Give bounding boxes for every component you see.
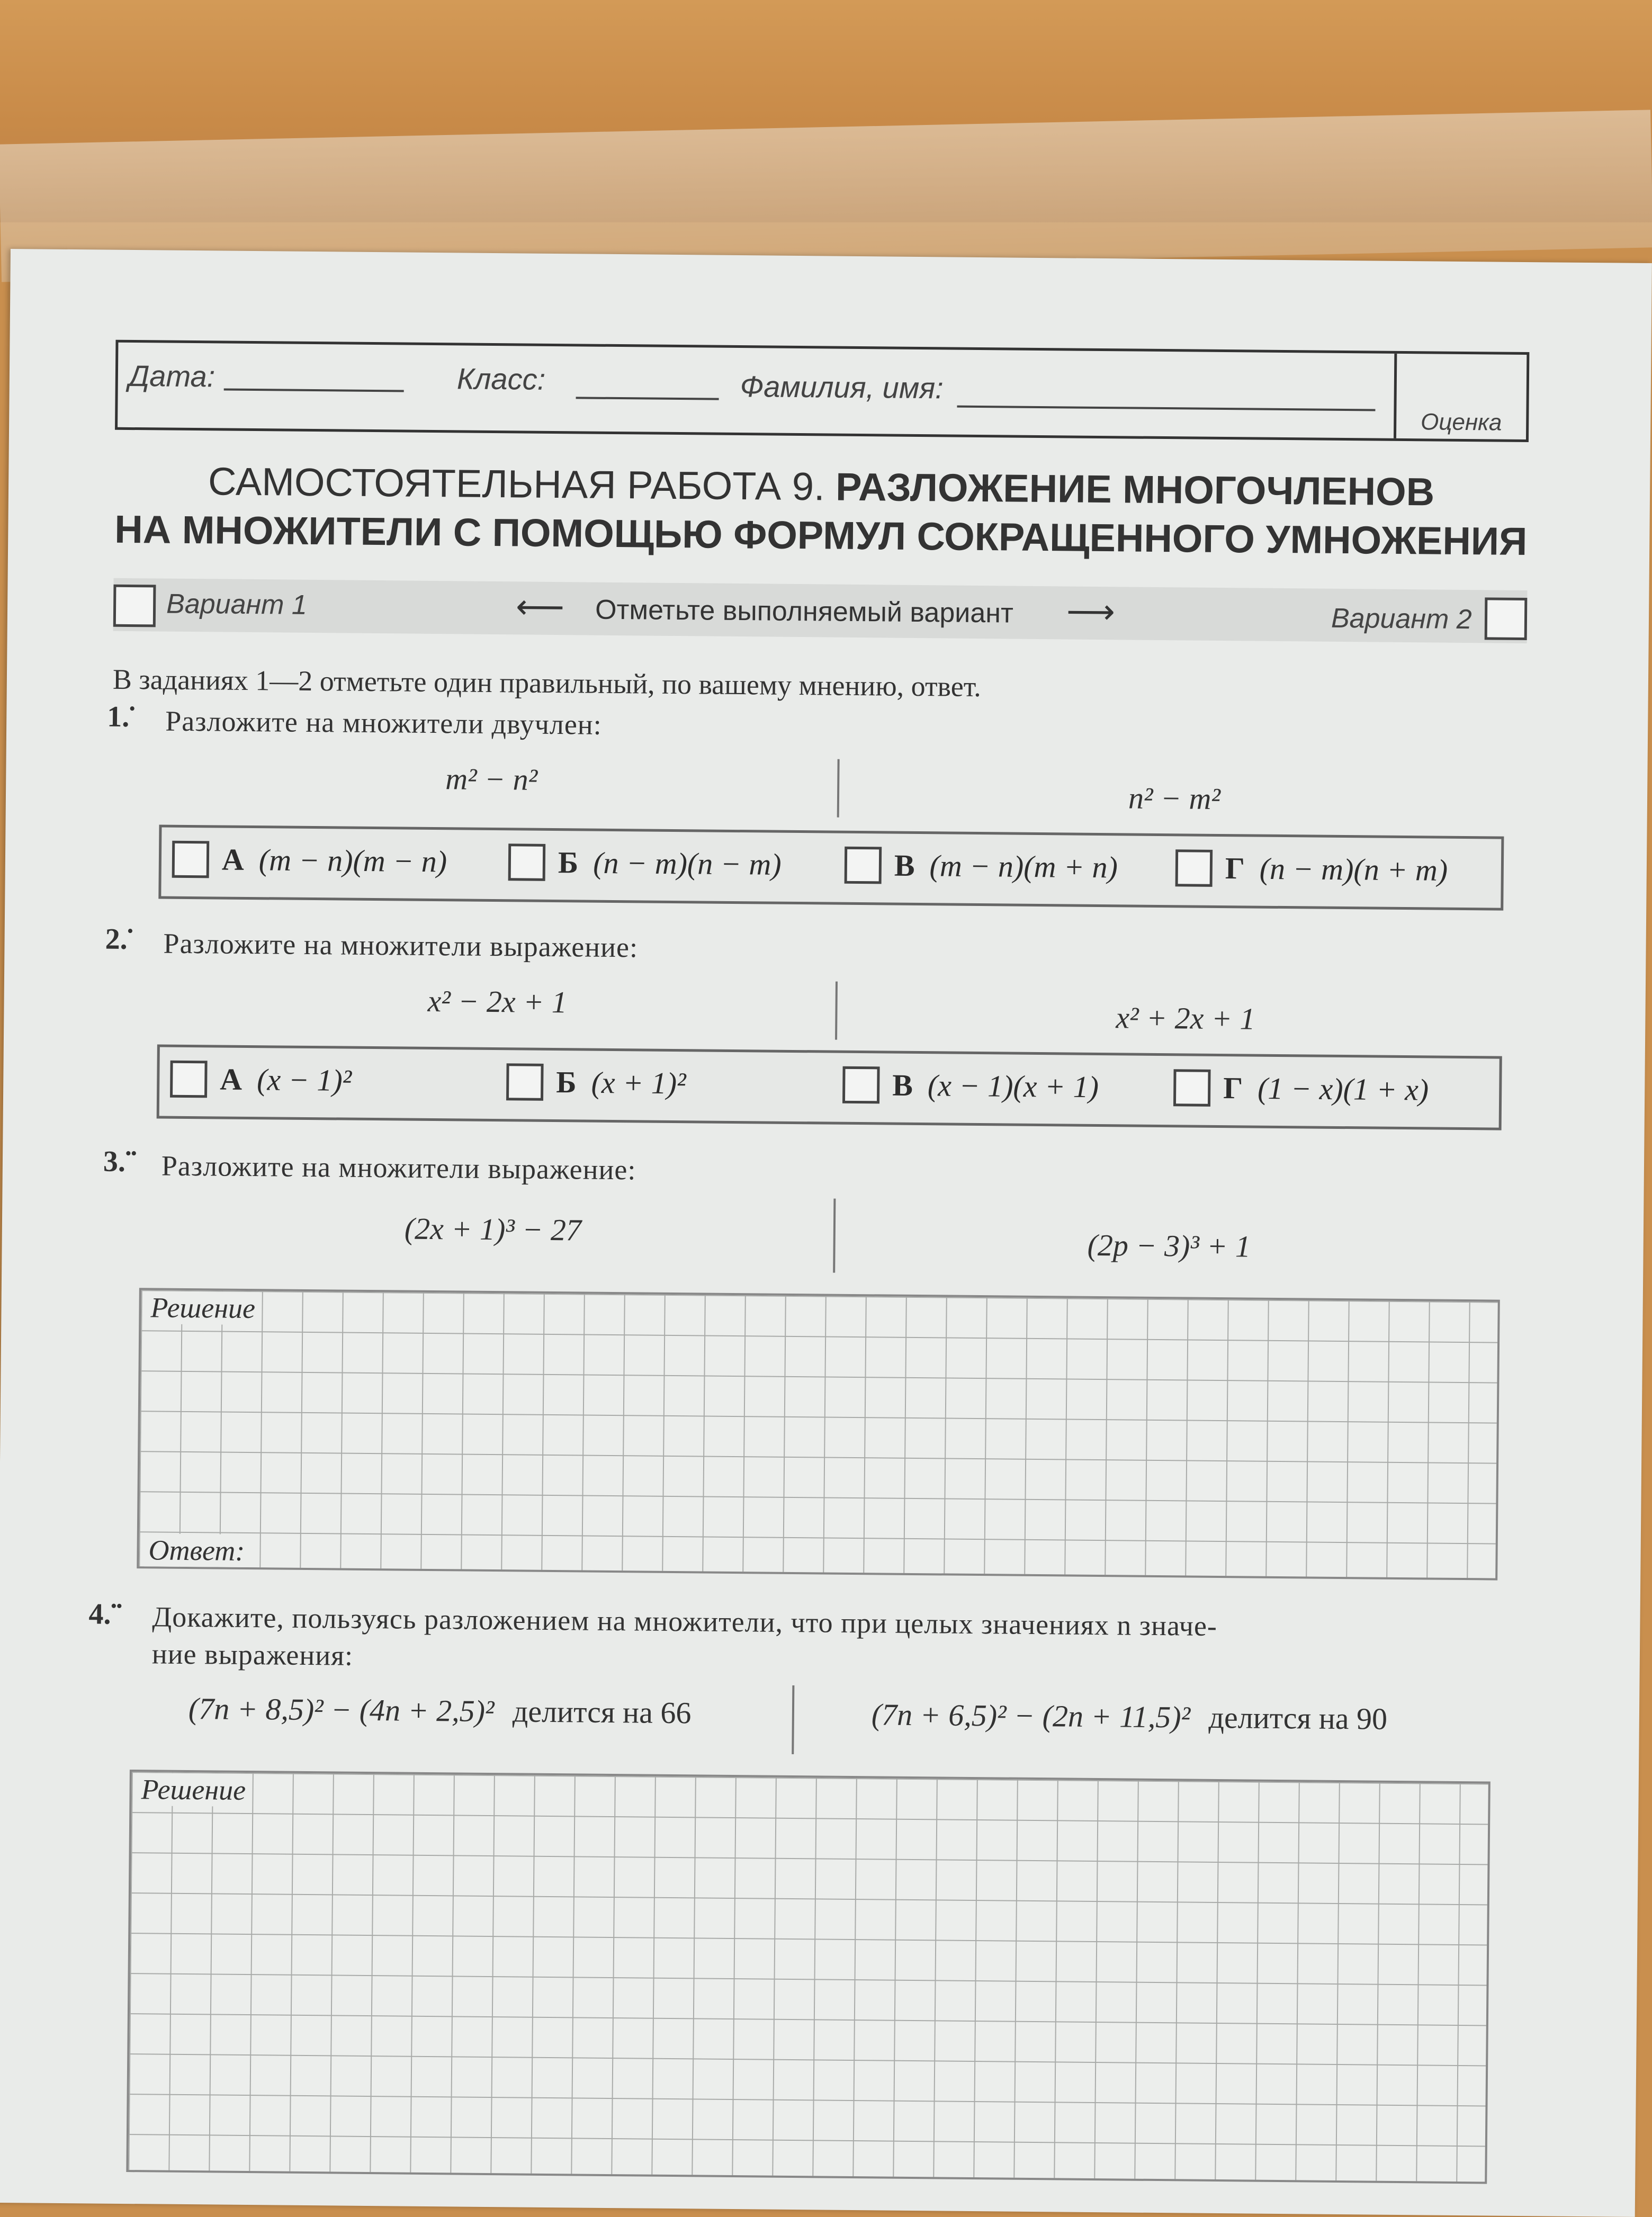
variant2-checkbox[interactable] <box>1485 597 1528 640</box>
task2-number: 2.• <box>105 922 133 956</box>
task1-option-v[interactable]: В (m − n)(m + n) <box>845 844 1118 886</box>
task1-text: Разложите на множители двучлен: <box>165 705 602 741</box>
grade-label: Оценка <box>1420 409 1502 436</box>
task1-option-g[interactable]: Г (n − m)(n + m) <box>1175 847 1448 888</box>
task1-expr-variant2: n² − m² <box>1128 780 1221 816</box>
task4-variant2 <box>872 1697 1388 1736</box>
task4-text-line2: ние выражения: <box>151 1638 354 1672</box>
task3-answer-label: Ответ: <box>144 1533 249 1567</box>
header-box <box>115 340 1529 442</box>
task3-solution-grid[interactable] <box>137 1288 1500 1580</box>
task2-expr-variant2: x² + 2x + 1 <box>1116 1000 1255 1036</box>
task2-options-box <box>157 1044 1502 1130</box>
task1-option-a[interactable]: А (m − n)(m − n) <box>172 838 447 880</box>
option-checkbox[interactable] <box>170 1060 208 1098</box>
class-field[interactable] <box>576 397 719 400</box>
task4-solution-label: Решение <box>137 1773 250 1807</box>
title-bold-line2: НА МНОЖИТЕЛИ С ПОМОЩЬЮ ФОРМУЛ СОКРАЩЕННОГО УМНОЖЕНИЯ <box>114 507 1528 564</box>
name-label: Фамилия, имя: <box>740 370 944 405</box>
task4-expr-variant2: (7n + 6,5)² − (2n + 11,5)² <box>871 1697 1191 1735</box>
task4-expr-variant1: (7n + 8,5)² − (4n + 2,5)² <box>188 1691 495 1729</box>
task2-text: Разложите на множители выражение: <box>163 927 639 964</box>
variant-hint: Отметьте выполняемый вариант <box>595 594 1014 629</box>
worksheet-page <box>0 249 1652 2217</box>
task4-divider <box>792 1685 794 1754</box>
task1-options-box <box>158 824 1504 910</box>
variant2-label: Вариант 2 <box>1331 603 1472 635</box>
name-field[interactable] <box>957 406 1375 411</box>
task2-option-v[interactable]: В (x − 1)(x + 1) <box>842 1064 1099 1106</box>
task4-tail-variant1: делится на 66 <box>512 1694 692 1730</box>
page-title <box>114 456 1529 566</box>
arrow-left-icon: ⟵ <box>515 587 565 626</box>
task3-divider <box>833 1199 836 1273</box>
task1-expr-variant1: m² − n² <box>445 761 538 797</box>
variant1-checkbox[interactable] <box>113 585 156 627</box>
option-checkbox[interactable] <box>508 843 546 881</box>
task2-divider <box>835 982 838 1040</box>
option-checkbox[interactable] <box>1175 849 1213 887</box>
task1-number: 1.• <box>107 699 136 733</box>
variant-bar <box>113 578 1528 643</box>
task1-divider <box>837 759 840 818</box>
grade-cell[interactable] <box>1394 354 1527 439</box>
task3-expr-variant1: (2x + 1)³ − 27 <box>404 1211 582 1247</box>
task3-expr-variant2: (2p − 3)³ + 1 <box>1087 1227 1251 1264</box>
task4-number: 4.•• <box>88 1597 122 1631</box>
date-label: Дата: <box>128 358 216 393</box>
title-bold-line1: РАЗЛОЖЕНИЕ МНОГОЧЛЕНОВ <box>835 464 1435 514</box>
task3-text: Разложите на множители выражение: <box>161 1150 636 1186</box>
task4-text-line1: Докажите, пользуясь разложением на множители, что при целых значениях n значе- <box>152 1601 1218 1642</box>
task2-option-b[interactable]: Б (x + 1)² <box>506 1061 686 1102</box>
option-checkbox[interactable] <box>845 846 882 884</box>
arrow-right-icon: ⟶ <box>1066 592 1116 631</box>
option-checkbox[interactable] <box>506 1063 544 1101</box>
task2-expr-variant1: x² − 2x + 1 <box>427 983 568 1020</box>
option-checkbox[interactable] <box>1173 1069 1211 1107</box>
task1-option-b[interactable]: Б (n − m)(n − m) <box>508 841 782 883</box>
title-prefix: САМОСТОЯТЕЛЬНАЯ РАБОТА 9. <box>208 459 825 509</box>
task4-solution-grid[interactable] <box>126 1770 1491 2184</box>
task2-option-g[interactable]: Г (1 − x)(1 + x) <box>1173 1066 1429 1108</box>
class-label: Класс: <box>456 362 546 396</box>
task2-option-a[interactable]: А (x − 1)² <box>170 1058 352 1099</box>
instruction-text: В заданиях 1—2 отметьте один правильный, по вашему мнению, ответ. <box>112 663 982 703</box>
option-checkbox[interactable] <box>172 840 210 878</box>
task4-tail-variant2: делится на 90 <box>1208 1700 1388 1736</box>
task4-variant1 <box>188 1691 692 1730</box>
date-field[interactable] <box>224 389 404 392</box>
option-checkbox[interactable] <box>842 1066 880 1103</box>
task3-solution-label: Решение <box>146 1291 259 1325</box>
task3-number: 3.•• <box>103 1144 137 1178</box>
variant1-label: Вариант 1 <box>166 588 308 621</box>
